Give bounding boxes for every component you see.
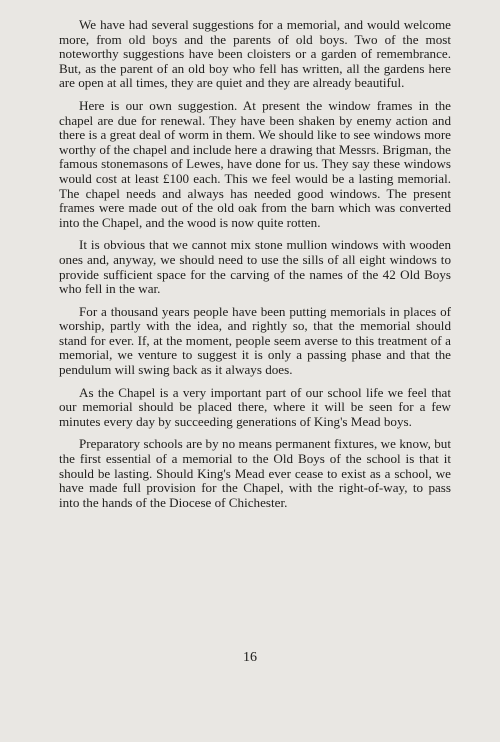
page-number: 16 xyxy=(243,650,257,665)
paragraph-lasting-memorial: Preparatory schools are by no means permanent fixtures, we know, but the first essential of a memorial to the Old Boys of the school is that it should be lasting. Should King's Mead ever cease to exist as a school, we have made full provision for the Chapel, with the right-of-way, to pass into the hands of the Diocese of Chichester. xyxy=(59,436,451,510)
body-text xyxy=(59,18,451,510)
paragraph-chapel-windows: Here is our own suggestion. At present the window frames in the chapel are due for renewal. They have been shaken by enemy action and there is a great deal of worm in them. We should like to see windows more worthy of the chapel and include here a drawing that Messrs. Brigman, the famous stonemasons of Lewes, have done for us. They say these windows would cost at least £100 each. This we feel would be a lasting memorial. The chapel needs and always has needed good windows. The present frames were made out of the old oak from the barn which was converted into the Chapel, and the wood is now quite rotten. xyxy=(59,97,451,230)
paragraph-places-of-worship: For a thousand years people have been putting memorials in places of worship, partly with the idea, and rightly so, that the memorial should stand for ever. If, at the moment, people seem averse to this treatment of a memorial, we venture to suggest it is only a passing phase and that the pendulum will swing back as it always does. xyxy=(59,303,451,378)
paragraph-suggestions: We have had several suggestions for a memorial, and would welcome more, from old boys and the parents of old boys. Two of the most noteworthy suggestions have been cloisters or a garden of remembrance. But, as the parent of an old boy who fell has written, all the gardens here are open at all times, they are quiet and they are already beautiful. xyxy=(59,17,451,91)
paragraph-school-life: As the Chapel is a very important part of our school life we feel that our memorial should be placed there, where it will be seen for a few minutes every day by succeeding generations of King's Mead boys. xyxy=(59,384,451,429)
paragraph-mullion-windows: It is obvious that we cannot mix stone mullion windows with wooden ones and, anyway, we should need to use the sills of all eight windows to provide sufficient space for the carving of the names of the 42 Old Boys who fell in the war. xyxy=(59,237,451,297)
